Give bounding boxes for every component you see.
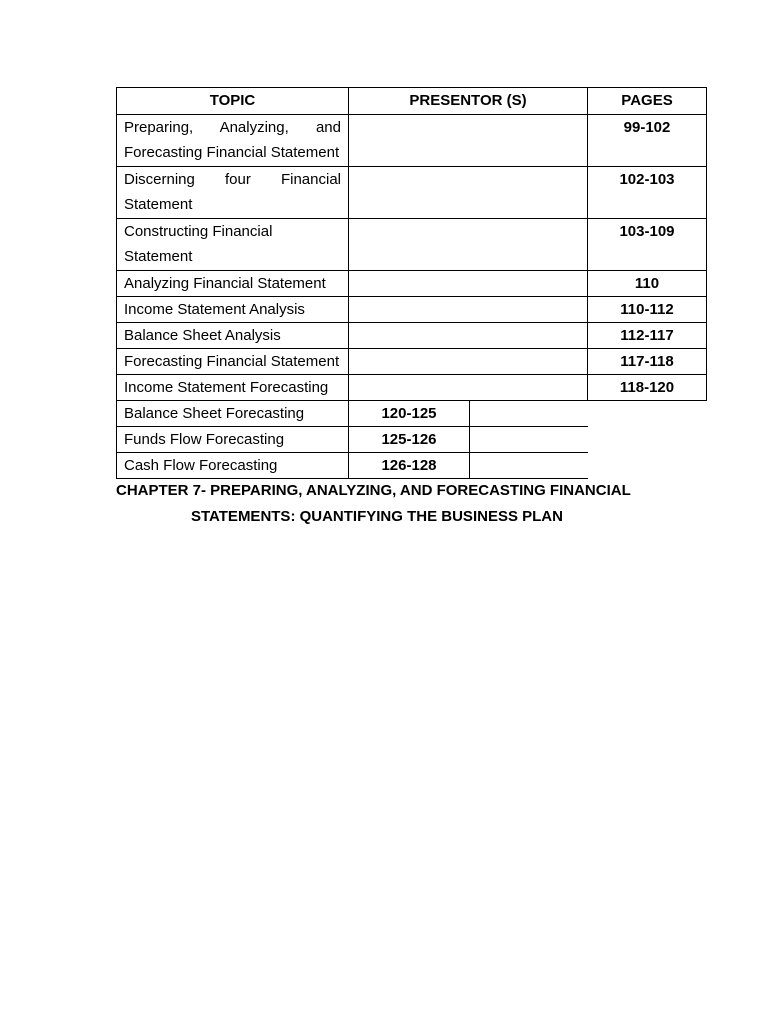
- presentor-cell: [349, 323, 588, 349]
- topic-cell: Analyzing Financial Statement: [117, 271, 349, 297]
- table-row: [117, 297, 707, 323]
- presentor-cell: [349, 453, 588, 479]
- pages-cell: 117-118: [588, 349, 707, 375]
- topic-cell: Balance Sheet Forecasting: [117, 401, 349, 427]
- pages-cell: 102-103: [588, 167, 707, 219]
- header-topic: TOPIC: [117, 88, 349, 115]
- empty-cell: [588, 453, 707, 479]
- presentor-cell: [349, 401, 588, 427]
- topic-cell: Preparing, Analyzing, and Forecasting Financial Statement: [117, 115, 349, 167]
- topic-cell: Funds Flow Forecasting: [117, 427, 349, 453]
- pages-cell: 126-128: [349, 453, 470, 478]
- table-row: [117, 167, 707, 219]
- empty-cell: [588, 401, 707, 427]
- topic-cell: Balance Sheet Analysis: [117, 323, 349, 349]
- presentor-cell: [349, 219, 588, 271]
- table-row: [117, 271, 707, 297]
- presentor-cell: [349, 375, 588, 401]
- pages-cell: 99-102: [588, 115, 707, 167]
- pages-cell: 112-117: [588, 323, 707, 349]
- presentor-cell: [349, 271, 588, 297]
- presentor-cell: [349, 427, 588, 453]
- table-row: [117, 323, 707, 349]
- presentor-cell: [349, 297, 588, 323]
- pages-cell: 110-112: [588, 297, 707, 323]
- pages-cell: 125-126: [349, 427, 470, 452]
- table-row: [117, 453, 707, 479]
- presentor-cell: [349, 349, 588, 375]
- presentor-cell: [349, 167, 588, 219]
- table-row: [117, 375, 707, 401]
- topic-cell: Cash Flow Forecasting: [117, 453, 349, 479]
- topic-cell: Income Statement Analysis: [117, 297, 349, 323]
- table-header-row: [117, 88, 707, 115]
- presentor-cell: [349, 115, 588, 167]
- table-row: [117, 349, 707, 375]
- topics-table: [116, 87, 707, 479]
- topic-cell: Forecasting Financial Statement: [117, 349, 349, 375]
- empty-cell: [588, 427, 707, 453]
- table-row: [117, 219, 707, 271]
- chapter-heading: [116, 478, 716, 530]
- topic-cell: Income Statement Forecasting: [117, 375, 349, 401]
- pages-cell: 120-125: [349, 401, 470, 426]
- pages-cell: 118-120: [588, 375, 707, 401]
- topic-cell: Discerning four Financial Statement: [117, 167, 349, 219]
- pages-cell: 110: [588, 271, 707, 297]
- header-pages: PAGES: [588, 88, 707, 115]
- table-row: [117, 115, 707, 167]
- chapter-heading-line1: CHAPTER 7- PREPARING, ANALYZING, AND FORECASTING FINANCIAL: [116, 482, 631, 499]
- header-presentor: PRESENTOR (S): [349, 88, 588, 115]
- table-row: [117, 427, 707, 453]
- pages-cell: 103-109: [588, 219, 707, 271]
- topic-cell: Constructing Financial Statement: [117, 219, 349, 271]
- table-row: [117, 401, 707, 427]
- chapter-heading-line2: STATEMENTS: QUANTIFYING THE BUSINESS PLAN: [191, 508, 563, 525]
